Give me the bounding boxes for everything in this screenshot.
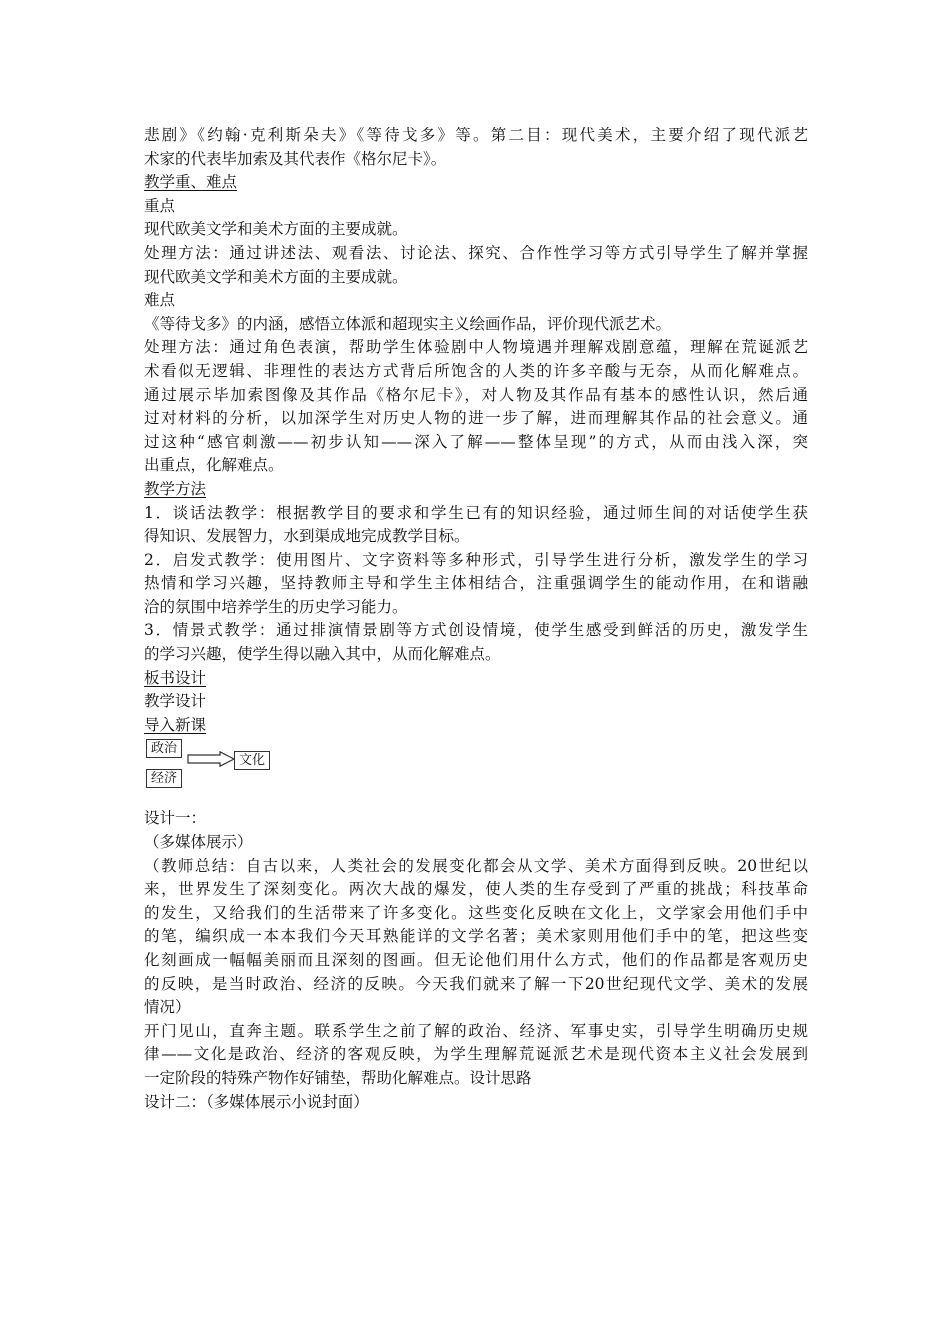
heading-intro: 导入新课 — [144, 715, 207, 734]
design1-label: 设计一： — [144, 809, 207, 828]
text-line: 术看似无逻辑、非理性的表达方式背后所饱含的人类的许多辛酸与无奈，从而化解难点。 — [144, 361, 808, 380]
text-line: 热情和学习兴趣，坚持教师主导和学生主体相结合，注重强调学生的能动作用，在和谐融 — [144, 574, 808, 593]
text-line: 来，世界发生了深刻变化。两次大战的爆发，使人类的生存受到了严重的挑战；科技革命 — [144, 880, 808, 899]
text-line: 3．情景式教学：通过排演情景剧等方式创设情境，使学生感受到鲜活的历史，激发学生 — [144, 621, 808, 640]
heading-methods: 教学方法 — [144, 479, 207, 498]
text-line: 现代欧美文学和美术方面的主要成就。 — [144, 267, 408, 286]
text-line: 律——文化是政治、经济的客观反映，为学生理解荒诞派艺术是现代资本主义社会发展到 — [144, 1045, 808, 1064]
text-line: 悲剧》《约翰·克利斯朵夫》《等待戈多》等。第二目：现代美术，主要介绍了现代派艺 — [144, 126, 808, 144]
text-line: 出重点，化解难点。 — [144, 456, 284, 475]
difficulty-content: 《等待戈多》的内涵，感悟立体派和超现实主义绘画作品，评价现代派艺术。 — [144, 314, 672, 333]
text-line: （教师总结：自古以来，人类社会的发展变化都会从文学、美术方面得到反映。20世纪以 — [144, 856, 808, 875]
heading-focus: 教学重、难点 — [144, 173, 238, 192]
key-label: 重点 — [144, 196, 176, 215]
text-line: 术家的代表毕加索及其代表作《格尔尼卡》。 — [144, 149, 447, 168]
box-politics: 政治 — [146, 739, 182, 758]
box-culture: 文化 — [234, 751, 270, 770]
document-page — [144, 124, 808, 1114]
text-line: 过这种“感官刺激——初步认知——深入了解——整体呈现”的方式，从而由浅入深，突 — [144, 432, 808, 451]
text-line: 过对材料的分析，以加深学生对历史人物的进一步了解，进而理解其作品的社会意义。通 — [144, 409, 808, 428]
politics-economy-culture-diagram — [144, 737, 808, 807]
text-line: 洽的氛围中培养学生的历史学习能力。 — [144, 597, 408, 616]
heading-board: 板书设计 — [144, 668, 207, 687]
box-economy: 经济 — [146, 769, 182, 788]
text-line: 通过展示毕加索图像及其作品《格尔尼卡》，对人物及其作品有基本的感性认识，然后通 — [144, 385, 808, 404]
text-line: 开门见山，直奔主题。联系学生之前了解的政治、经济、军事史实，引导学生明确历史规 — [144, 1021, 808, 1040]
text-line: 处理方法：通过讲述法、观看法、讨论法、探究、合作性学习等方式引导学生了解并掌握 — [144, 243, 808, 262]
text-line: 的反映，是当时政治、经济的反映。今天我们就来了解一下20世纪现代文学、美术的发展 — [144, 974, 808, 993]
text-line: 的笔，编织成一本本我们今天耳熟能详的文学名著；美术家则用他们手中的笔，把这些变 — [144, 927, 808, 946]
text-line: 处理方法：通过角色表演，帮助学生体验剧中人物境遇并理解戏剧意蕴，理解在荒诞派艺 — [144, 338, 808, 357]
text-line: 2．启发式教学：使用图片、文字资料等多种形式，引导学生进行分析，激发学生的学习 — [144, 550, 808, 569]
text-line: 的发生，又给我们的生活带来了许多变化。这些变化反映在文化上，文学家会用他们手中 — [144, 903, 808, 922]
heading-design: 教学设计 — [144, 692, 207, 711]
design2-label: 设计二：（多媒体展示小说封面） — [144, 1092, 369, 1111]
difficulty-label: 难点 — [144, 291, 176, 310]
text-line: 的学习兴趣，使学生得以融入其中，从而化解难点。 — [144, 645, 501, 664]
key-content: 现代欧美文学和美术方面的主要成就。 — [144, 220, 408, 239]
arrow-right-icon — [187, 751, 235, 767]
text-line: 一定阶段的特殊产物作好铺垫，帮助化解难点。设计思路 — [144, 1068, 532, 1087]
text-line: 化刻画成一幅幅美丽而且深刻的图画。但无论他们用什么方式，他们的作品都是客观历史 — [144, 951, 808, 969]
text-line: 得知识、发展智力，水到渠成地完成教学目标。 — [144, 527, 470, 546]
text-line: 1．谈话法教学：根据教学目的要求和学生已有的知识经验，通过师生间的对话使学生获 — [144, 503, 808, 522]
text-line: 情况） — [144, 998, 191, 1017]
design1-media: （多媒体展示） — [144, 833, 253, 852]
